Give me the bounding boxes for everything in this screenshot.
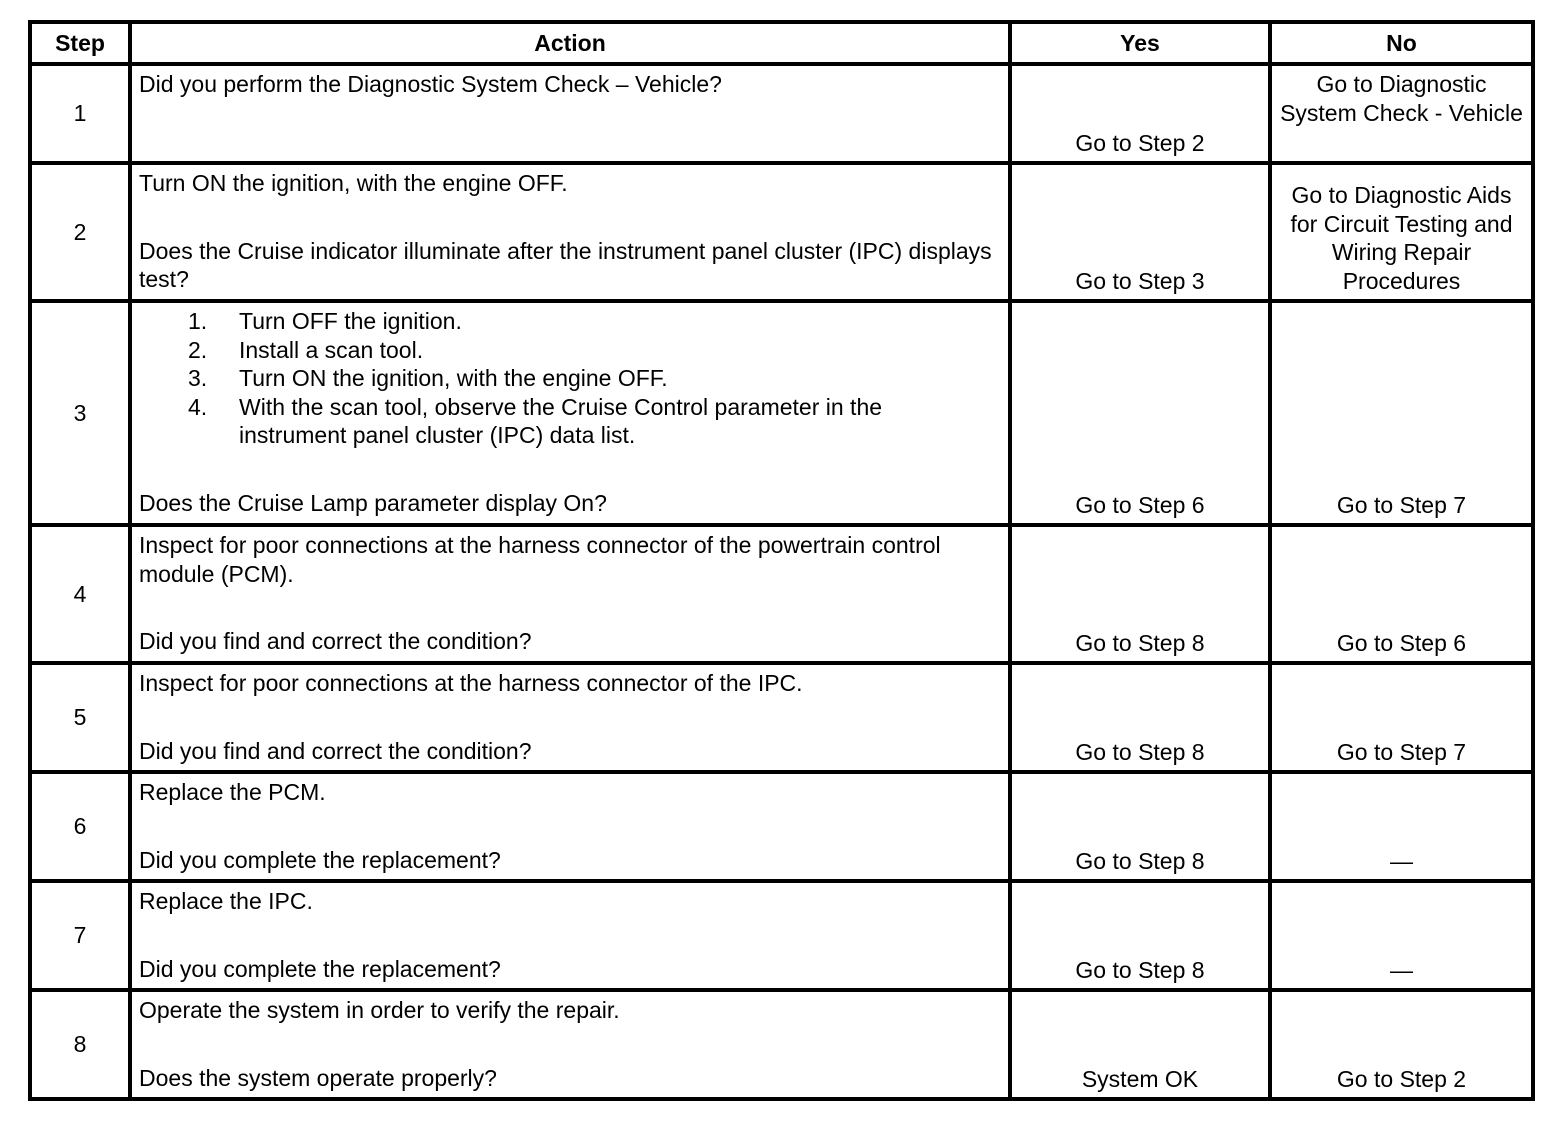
step-number: 7 (30, 881, 130, 990)
procedure-number: 1. (188, 308, 208, 334)
step-number: 3 (30, 301, 130, 525)
diagnostic-table (28, 20, 1535, 1101)
action-question: Did you complete the replacement? (139, 955, 501, 982)
action-cell (130, 301, 1010, 525)
yes-cell: Go to Step 8 (1010, 772, 1270, 881)
procedure-item (139, 336, 1002, 365)
procedure-text: With the scan tool, observe the Cruise Control parameter in the instrument panel cluster (IPC) data list. (239, 393, 883, 448)
table-row (30, 663, 1533, 772)
action-instruction: Inspect for poor connections at the harness connector of the powertrain control module (PCM). (139, 532, 941, 587)
step-number: 8 (30, 990, 130, 1099)
action-instruction: Replace the IPC. (139, 888, 313, 914)
action-cell (130, 163, 1010, 301)
table-row (30, 990, 1533, 1099)
no-cell: Go to Step 7 (1270, 301, 1533, 525)
action-question: Did you find and correct the condition? (139, 628, 532, 654)
no-cell: Go to Step 7 (1270, 663, 1533, 772)
yes-cell: Go to Step 3 (1010, 163, 1270, 301)
procedure-text: Turn ON the ignition, with the engine OFF. (239, 365, 668, 391)
yes-cell: Go to Step 8 (1010, 663, 1270, 772)
table-row (30, 525, 1533, 663)
procedure-list (139, 307, 1002, 450)
no-cell: Go to Diagnostic Aids for Circuit Testing and Wiring Repair Procedures (1270, 163, 1533, 301)
header-yes: Yes (1010, 22, 1270, 64)
step-number: 1 (30, 64, 130, 163)
procedure-number: 4. (188, 393, 208, 420)
no-cell: — (1270, 881, 1533, 990)
action-instruction: Turn ON the ignition, with the engine OFF. (139, 170, 568, 196)
yes-cell: Go to Step 8 (1010, 525, 1270, 663)
action-cell (130, 64, 1010, 163)
header-action: Action (130, 22, 1010, 64)
procedure-item (139, 393, 1002, 450)
action-cell (130, 990, 1010, 1099)
yes-cell: Go to Step 2 (1010, 64, 1270, 163)
no-cell: Go to Diagnostic System Check - Vehicle (1270, 64, 1533, 163)
action-cell (130, 525, 1010, 663)
table-row (30, 163, 1533, 301)
step-number: 6 (30, 772, 130, 881)
no-cell: Go to Step 6 (1270, 525, 1533, 663)
table-row (30, 64, 1533, 163)
table-row (30, 881, 1533, 990)
procedure-item (139, 364, 1002, 393)
action-question: Does the Cruise Lamp parameter display On? (139, 489, 607, 516)
action-question: Does the Cruise indicator illuminate after the instrument panel cluster (IPC) displays test? (139, 237, 992, 292)
step-number: 2 (30, 163, 130, 301)
action-question: Did you find and correct the condition? (139, 737, 532, 764)
action-instruction: Operate the system in order to verify the repair. (139, 997, 620, 1023)
yes-cell: Go to Step 8 (1010, 881, 1270, 990)
procedure-item (139, 307, 1002, 336)
action-question: Did you complete the replacement? (139, 846, 501, 873)
no-cell: Go to Step 2 (1270, 990, 1533, 1099)
table-row (30, 301, 1533, 525)
procedure-number: 3. (188, 365, 208, 391)
action-question: Did you perform the Diagnostic System Check – Vehicle? (139, 71, 722, 97)
step-number: 5 (30, 663, 130, 772)
action-cell (130, 663, 1010, 772)
procedure-number: 2. (188, 336, 208, 363)
procedure-text: Install a scan tool. (239, 336, 424, 363)
action-instruction: Replace the PCM. (139, 779, 326, 805)
header-no: No (1270, 22, 1533, 64)
yes-cell: System OK (1010, 990, 1270, 1099)
header-step: Step (30, 22, 130, 64)
action-cell (130, 881, 1010, 990)
step-number: 4 (30, 525, 130, 663)
action-instruction: Inspect for poor connections at the harness connector of the IPC. (139, 670, 803, 696)
action-cell (130, 772, 1010, 881)
table-row (30, 772, 1533, 881)
yes-cell: Go to Step 6 (1010, 301, 1270, 525)
action-question: Does the system operate properly? (139, 1064, 497, 1091)
header-row (30, 22, 1533, 64)
procedure-text: Turn OFF the ignition. (239, 308, 462, 334)
no-cell: — (1270, 772, 1533, 881)
